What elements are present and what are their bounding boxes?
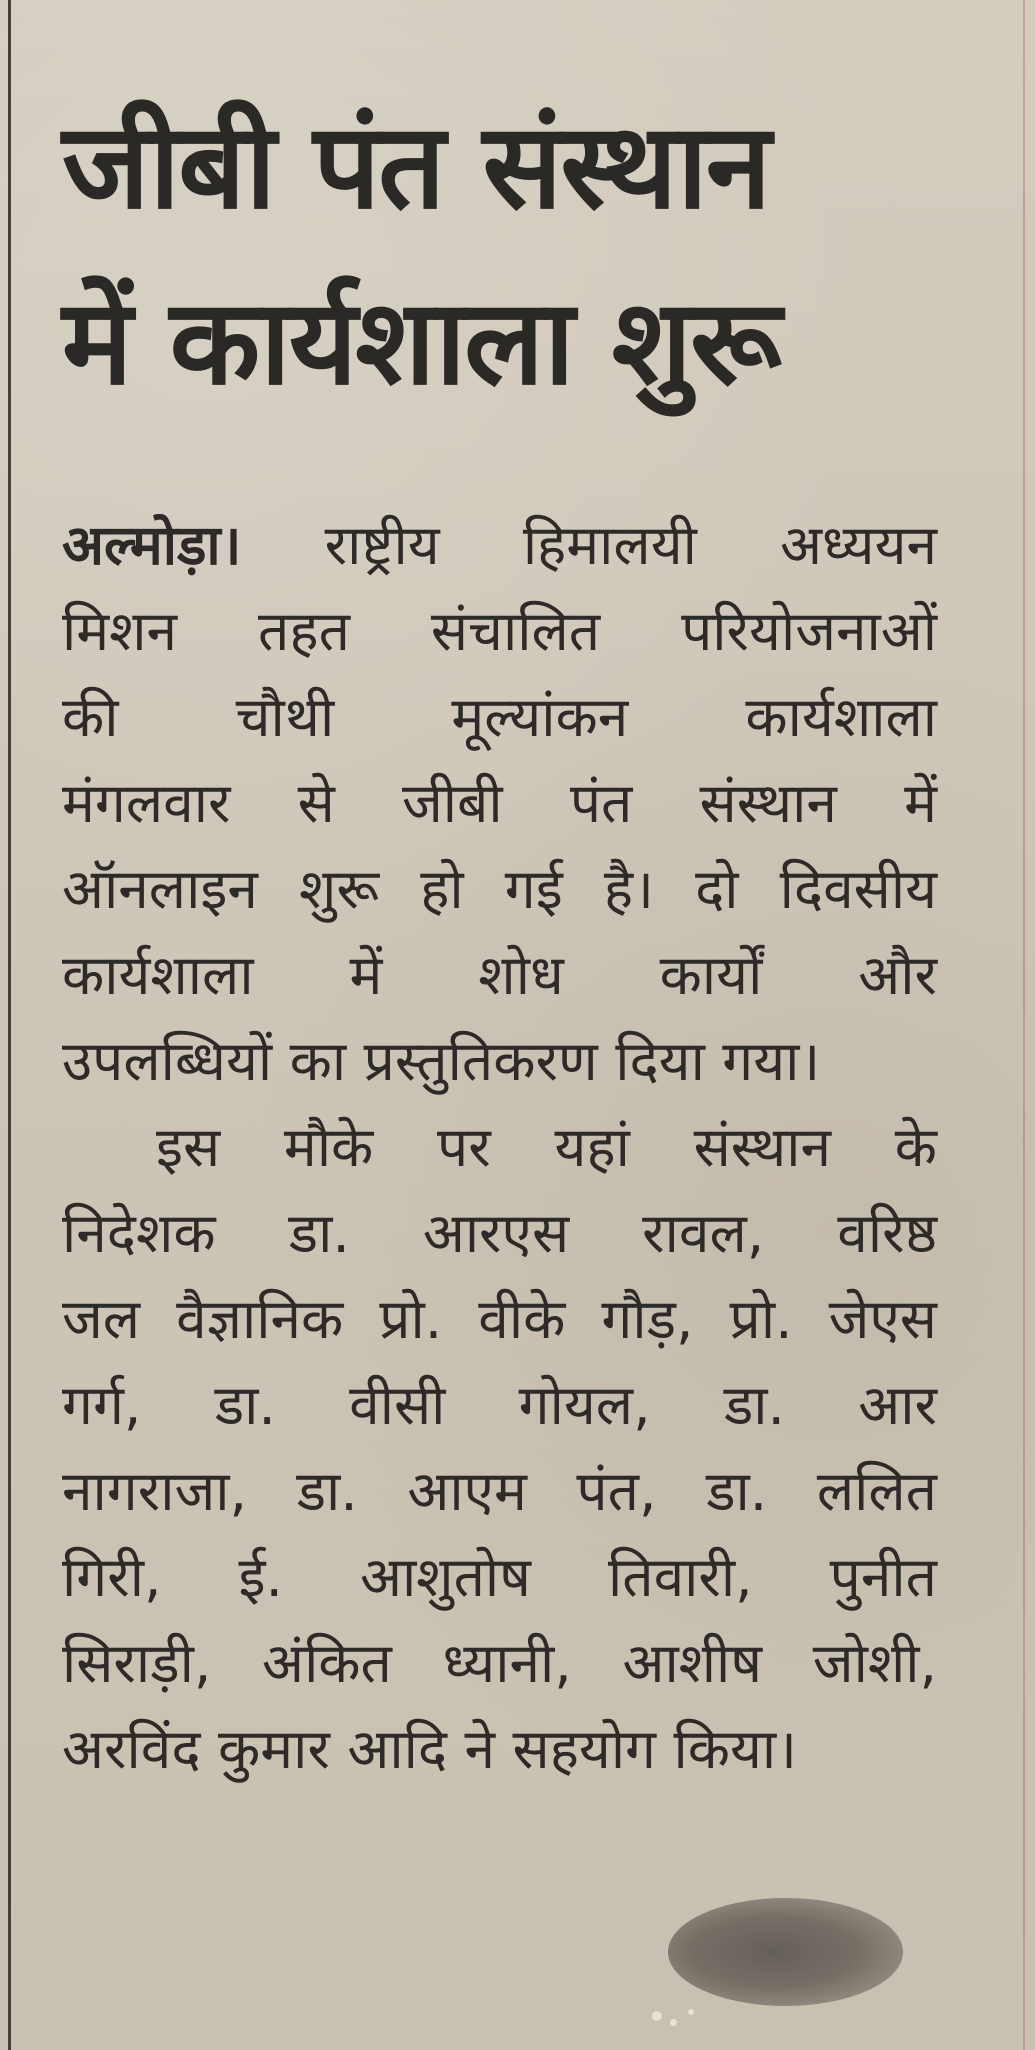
dateline: अल्मोड़ा। [62, 513, 242, 577]
ink-smudge [668, 1898, 903, 2006]
body-line: अरविंद कुमार आदि ने सहयोग किया। [62, 1717, 797, 1781]
body-line: मिशन तहत संचालित परियोजनाओं [62, 599, 937, 663]
body-line: गर्ग, डा. वीसी गोयल, डा. आर [62, 1373, 937, 1437]
paper-specks [650, 2005, 710, 2035]
body-line: की चौथी मूल्यांकन कार्यशाला [62, 685, 937, 749]
column-rule-left [8, 0, 11, 2050]
body-line [62, 502, 937, 588]
body-line: नागराजा, डा. आएम पंत, डा. ललित [62, 1459, 937, 1523]
headline-line-1: जीबी पंत संस्थान [62, 97, 770, 235]
body-line: उपलब्धियों का प्रस्तुतिकरण दिया गया। [62, 1029, 821, 1093]
body-line: सिराड़ी, अंकित ध्यानी, आशीष जोशी, [62, 1631, 937, 1695]
body-line: निदेशक डा. आरएस रावल, वरिष्ठ [62, 1201, 937, 1265]
body-line: जल वैज्ञानिक प्रो. वीके गौड़, प्रो. जेएस [62, 1287, 937, 1351]
body-line: कार्यशाला में शोध कार्यों और [62, 943, 937, 1007]
headline [62, 78, 962, 430]
body-text-fragment: राष्ट्रीय हिमालयी अध्ययन [241, 513, 937, 577]
body-line: इस मौके पर यहां संस्थान के [156, 1115, 937, 1179]
body-line: गिरी, ई. आशुतोष तिवारी, पुनीत [62, 1545, 937, 1609]
headline-line-2: में कार्यशाला शुरू [62, 273, 780, 411]
body-line: ऑनलाइन शुरू हो गई है। दो दिवसीय [62, 857, 937, 921]
article-body [62, 502, 937, 1792]
column-rule-right [1023, 0, 1025, 2050]
body-line: मंगलवार से जीबी पंत संस्थान में [62, 771, 937, 835]
